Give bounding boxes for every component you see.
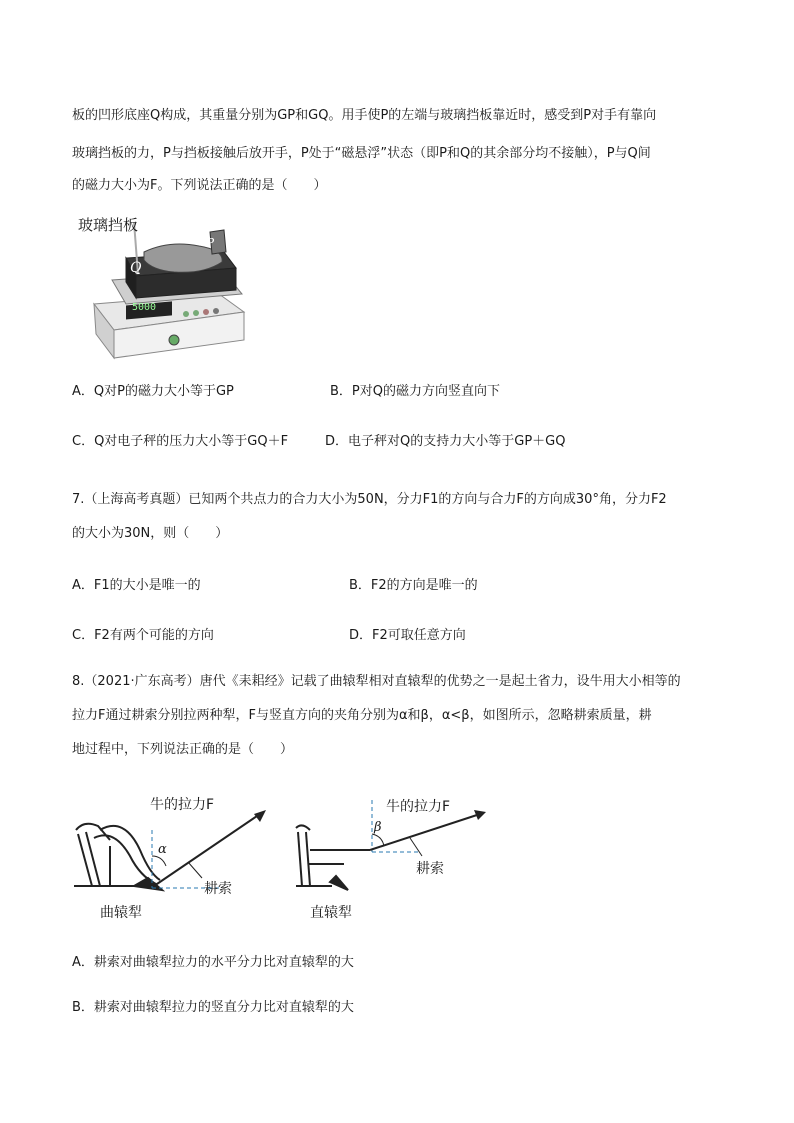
glass-plate-label: 玻璃挡板 [78, 216, 139, 234]
q7-text-line-2: 的大小为30N，则（ ） [72, 526, 229, 541]
right-rope-label: 耕索 [416, 861, 444, 877]
q6-scale-figure [74, 212, 254, 362]
q7-option-d: D．F2可取任意方向 [349, 628, 466, 643]
label-p: P [206, 236, 215, 250]
q6-text-line-2: 玻璃挡板的力，P与挡板接触后放开手，P处于“磁悬浮”状态（即P和Q的其余部分均不接触），P与Q间 [72, 146, 651, 161]
q6-option-a: A．Q对P的磁力大小等于GP [72, 384, 234, 399]
angle-alpha-label: α [158, 842, 167, 857]
q8-text-line-2: 拉力F通过耕索分别拉两种犁，F与竖直方向的夹角分别为α和β，α<β，如图所示，忽略耕索质量，耕 [72, 708, 652, 723]
left-rope-label: 耕索 [204, 881, 232, 897]
q8-option-a: A．耕索对曲辕犁拉力的水平分力比对直辕犁的大 [72, 955, 354, 970]
right-force-label: 牛的拉力F [386, 799, 451, 815]
q7-option-b: B．F2的方向是唯一的 [349, 578, 478, 593]
q6-option-b: B．P对Q的磁力方向竖直向下 [330, 384, 500, 399]
q7-text-line-1: 7.（上海高考真题）已知两个共点力的合力大小为50N，分力F1的方向与合力F的方向成30°角，分力F2 [72, 492, 667, 507]
left-plough-caption: 曲辕犁 [100, 905, 142, 921]
right-plough-caption: 直辕犁 [310, 905, 352, 921]
q8-option-b: B．耕索对曲辕犁拉力的竖直分力比对直辕犁的大 [72, 1000, 354, 1015]
q7-option-a: A．F1的大小是唯一的 [72, 578, 201, 593]
q6-text-line-1: 板的凹形底座Q构成，其重量分别为GP和GQ。用手使P的左端与玻璃挡板靠近时，感受到P对手有靠向 [72, 108, 657, 123]
angle-beta-label: β [374, 820, 382, 835]
q7-option-c: C．F2有两个可能的方向 [72, 628, 214, 643]
label-q: Q [130, 260, 142, 276]
scale-display-value: 5000 [132, 302, 157, 313]
q8-plough-figure [70, 790, 490, 930]
q6-option-c: C．Q对电子秤的压力大小等于GQ＋F [72, 434, 289, 449]
q6-text-line-3: 的磁力大小为F。下列说法正确的是（ ） [72, 178, 327, 193]
left-force-label: 牛的拉力F [150, 797, 215, 813]
q8-text-line-1: 8.（2021·广东高考）唐代《耒耜经》记载了曲辕犁相对直辕犁的优势之一是起土省力，设牛用大小相等的 [72, 674, 681, 689]
q6-option-d: D．电子秤对Q的支持力大小等于GP＋GQ [325, 434, 566, 449]
q8-text-line-3: 地过程中，下列说法正确的是（ ） [72, 742, 294, 757]
